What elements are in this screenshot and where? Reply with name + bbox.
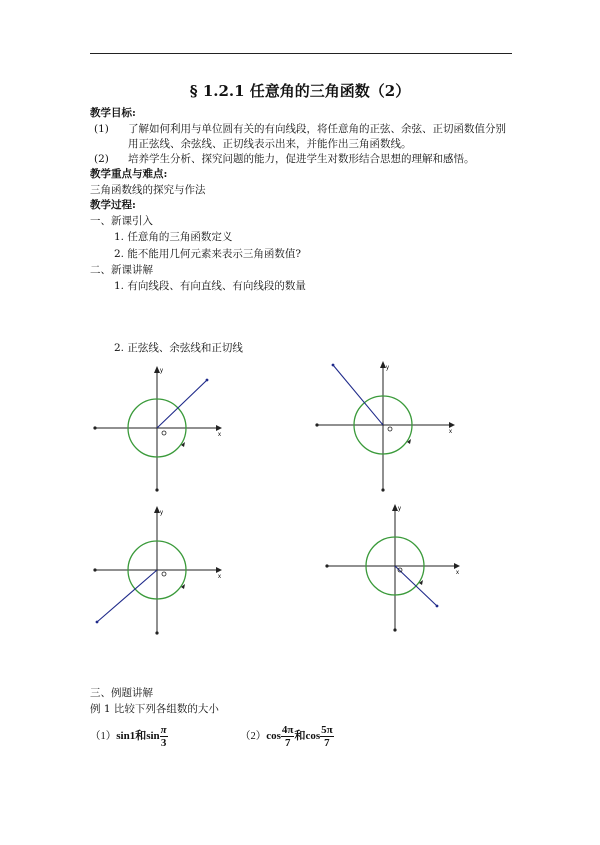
goal1-number: (1) [94, 123, 109, 135]
problem2-cos-b: 和cos [294, 730, 321, 743]
section2-item2: 2. 正弦线、余弦线和正切线 [114, 342, 243, 354]
x-axis-arrow-icon [216, 567, 222, 573]
x-axis-label: x [218, 432, 221, 438]
y-axis-end-dot [155, 488, 158, 491]
problem2-fraction-a [281, 724, 295, 749]
origin-marker [162, 431, 166, 435]
y-axis-label: y [160, 368, 163, 374]
terminal-end-dot [436, 605, 439, 608]
terminal-end-dot [96, 621, 99, 624]
section1-item2: 2. 能不能用几何元素来表示三角函数值? [114, 248, 301, 260]
problem2-label: （2） [240, 731, 267, 743]
unit-circle-figure-q1 [90, 360, 230, 495]
y-axis-label: y [160, 510, 163, 516]
section2-item1: 1. 有向线段、有向直线、有向线段的数量 [114, 280, 306, 292]
goal1-line2: 用正弦线、余弦线、正切线表示出来，并能作出三角函数线。 [128, 138, 412, 150]
problem2-denominator-b: 7 [324, 737, 330, 749]
terminal-side [333, 365, 383, 425]
origin-marker [162, 572, 166, 576]
terminal-side [157, 380, 207, 428]
problem2-numerator-a: 4π [281, 724, 294, 736]
unit-circle-figure-q4 [322, 500, 467, 640]
terminal-side [97, 570, 157, 622]
problem2-cos-a: cos [266, 730, 281, 743]
x-axis-end-dot [315, 423, 318, 426]
x-axis-end-dot [325, 564, 328, 567]
y-axis-end-dot [393, 628, 396, 631]
y-axis-label: y [398, 506, 401, 512]
x-axis-end-dot [93, 426, 96, 429]
goal2-text: 培养学生分析、探究问题的能力，促进学生对数形结合思想的理解和感悟。 [128, 153, 475, 165]
x-axis-arrow-icon [454, 563, 460, 569]
x-axis-label: x [218, 574, 221, 580]
problem1-expression: sin1和sin [116, 730, 160, 743]
section3-heading: 三、例题讲解 [90, 687, 153, 699]
problem1 [90, 724, 168, 749]
problem2 [240, 724, 334, 749]
y-axis-end-dot [381, 488, 384, 491]
unit-circle-figure-q3 [90, 500, 230, 640]
x-axis-arrow-icon [449, 422, 455, 428]
problem1-fraction [160, 724, 168, 749]
problem2-fraction-b [320, 724, 334, 749]
section2-heading: 二、新课讲解 [90, 264, 153, 276]
goals-heading: 教学目标: [90, 107, 136, 119]
problem1-numerator: π [160, 724, 167, 736]
key-heading: 教学重点与难点: [90, 168, 168, 180]
section1-heading: 一、新课引入 [90, 215, 153, 227]
example1-text: 例 1 比较下列各组数的大小 [90, 703, 219, 715]
x-axis-end-dot [93, 568, 96, 571]
problem2-numerator-b: 5π [321, 724, 333, 736]
unit-circle-figure-q2 [312, 355, 462, 495]
problem1-denominator: 3 [160, 737, 167, 749]
x-axis-label: x [449, 429, 452, 435]
goal1-line1: 了解如何利用与单位圆有关的有向线段，将任意角的正弦、余弦、正切函数值分别 [128, 123, 506, 135]
x-axis-arrow-icon [216, 425, 222, 431]
problem1-label: （1） [90, 731, 117, 743]
y-axis-end-dot [155, 631, 158, 634]
x-axis-label: x [456, 570, 459, 576]
terminal-end-dot [332, 364, 335, 367]
problem2-denominator-a: 7 [284, 737, 291, 749]
section1-item1: 1. 任意角的三角函数定义 [114, 231, 233, 243]
process-heading: 教学过程: [90, 199, 136, 211]
page-title: § 1.2.1 任意角的三角函数（2） [189, 82, 411, 100]
key-text: 三角函数线的探究与作法 [90, 184, 206, 196]
goal2-number: (2) [94, 153, 109, 165]
terminal-end-dot [206, 379, 209, 382]
header-rule [90, 53, 512, 54]
origin-marker [388, 427, 392, 431]
y-axis-label: y [386, 365, 389, 371]
